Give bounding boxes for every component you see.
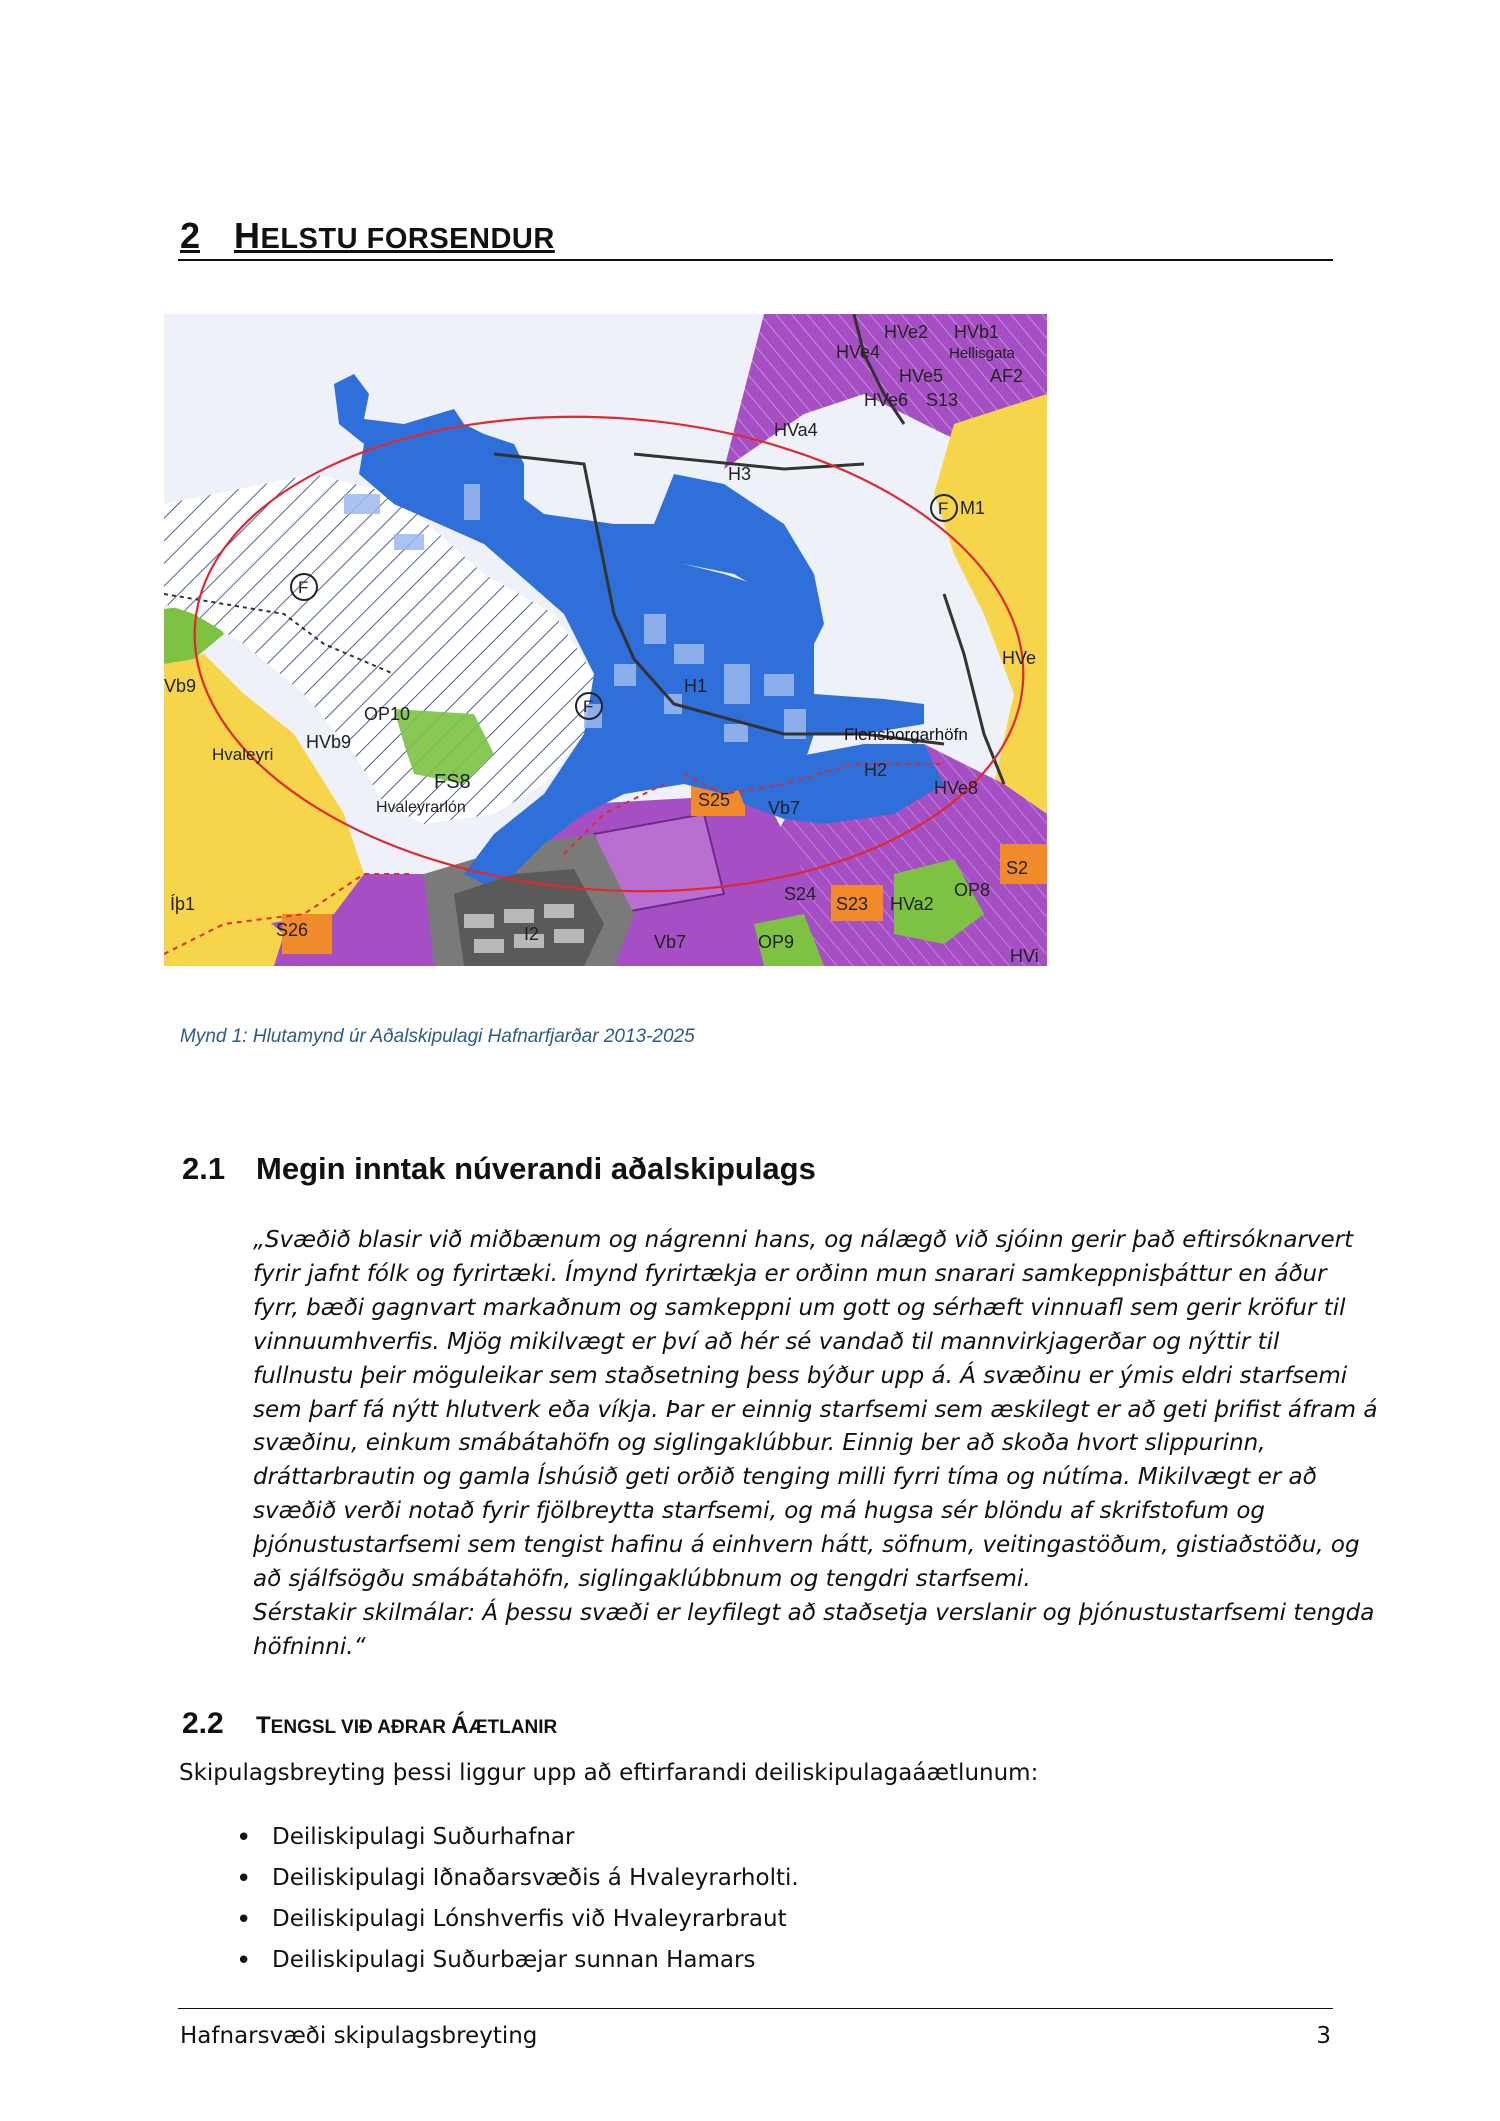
list-item [236, 1905, 799, 1946]
list-item-text: Deiliskipulagi Lónshverfis við Hvaleyrarbraut [272, 1906, 787, 1932]
section-number: 2.2 [182, 1707, 224, 1740]
list-item [236, 1864, 799, 1905]
chapter-title-first: H [234, 215, 261, 256]
map-label: S25 [698, 790, 731, 810]
map-label: OP10 [364, 704, 411, 724]
quote-line: sem þarf fá nýtt hlutverk eða víkja. Þar er einnig starfsemi sem æskilegt er að geti þrifist áfram á [253, 1396, 1378, 1423]
map-label: Vb7 [654, 932, 687, 952]
map-label: HVe [1002, 648, 1037, 668]
bullet-icon: • [236, 1864, 252, 1894]
map-label: Hvaleyrarlón [376, 799, 466, 816]
quote-line: fyrir jafnt fólk og fyrirtæki. Ímynd fyrirtækja er orðinn mun snarari samkeppnisþáttur en áður [253, 1260, 1327, 1287]
section-title-part: ÆTLANIR [468, 1717, 558, 1738]
figure-caption: Mynd 1: Hlutamynd úr Aðalskipulagi Hafnarfjarðar 2013-2025 [180, 1026, 695, 1047]
map-label: H1 [684, 676, 708, 696]
map-label: AF2 [990, 366, 1024, 386]
bullet-icon: • [236, 1823, 252, 1853]
zoning-map [164, 314, 1047, 966]
map-label: Íþ1 [170, 894, 196, 914]
chapter-heading [178, 207, 1333, 261]
section-number: 2.1 [182, 1151, 226, 1186]
map-label: F [298, 578, 309, 597]
map-label: H2 [864, 760, 888, 780]
map-label: H3 [728, 464, 752, 484]
list-item [236, 1946, 799, 1987]
bullet-icon: • [236, 1946, 252, 1976]
map-label: HVe5 [899, 366, 944, 386]
quote-line: höfninni.“ [253, 1633, 366, 1660]
map-label: FS8 [434, 771, 471, 793]
map-label: HVi [1010, 946, 1039, 966]
map-label: HVb9 [306, 732, 352, 752]
quote-line: dráttarbrautin og gamla Íshúsið geti orðið tenging milli fyrri tíma og nútíma. Mikilvægt er að [253, 1464, 1317, 1491]
map-label: Hellisgata [949, 345, 1015, 362]
map-label: Hvaleyri [212, 745, 274, 764]
section-2-1-heading [182, 1151, 816, 1187]
page-number: 3 [1316, 2023, 1331, 2049]
map-label: S26 [276, 920, 309, 940]
list-item-text: Deiliskipulagi Suðurbæjar sunnan Hamars [272, 1947, 756, 1973]
map-label: F [938, 499, 949, 518]
map-label: F [583, 697, 594, 716]
quote-line: svæðinu, einkum smábátahöfn og siglingaklúbbur. Einnig ber að skoða hvort slippurinn, [253, 1430, 1266, 1457]
section-title: Megin inntak núverandi aðalskipulags [256, 1151, 816, 1186]
section-title [256, 1712, 557, 1739]
section-title-part: ENGSL VIÐ AÐRAR [270, 1717, 452, 1738]
map-label: HVe4 [836, 342, 881, 362]
plan-list [236, 1823, 799, 1987]
quote-line: Sérstakir skilmálar: Á þessu svæði er leyfilegt að staðsetja verslanir og þjónustustarfsemi tengda [253, 1599, 1375, 1626]
map-label: HVa4 [774, 420, 818, 440]
map-label: S24 [784, 884, 817, 904]
chapter-title [234, 215, 555, 257]
quote-line: fyrr, bæði gagnvart markaðnum og samkeppni um gott og sérhæft vinnuafl sem gerir kröfur til [253, 1294, 1346, 1321]
map-label: Vb9 [164, 676, 197, 696]
zoning-map-figure [164, 314, 1047, 966]
quote-line: fullnustu þeir möguleikar sem staðsetning þess býður upp á. Á svæðinu er ýmis eldri starfsemi [253, 1362, 1348, 1389]
footer-title: Hafnarsvæði skipulagsbreyting [180, 2023, 538, 2049]
list-item [236, 1823, 799, 1864]
quote-line: „Svæðið blasir við miðbænum og nágrenni hans, og nálægð við sjóinn gerir það eftirsóknarvert [253, 1227, 1354, 1253]
quote-line: þjónustustarfsemi sem tengist hafinu á einhvern hátt, söfnum, veitingastöðum, gistiaðstöðu, og [253, 1532, 1360, 1559]
quote-line: vinnuumhverfis. Mjög mikilvægt er því að hér sé vandað til mannvirkjagerðar og nýttir til [253, 1328, 1280, 1355]
list-item-text: Deiliskipulagi Suðurhafnar [272, 1824, 575, 1850]
quote-line: að sjálfsögðu smábátahöfn, siglingaklúbbnum og tengdri starfsemi. [253, 1566, 1031, 1593]
map-label: OP9 [758, 932, 795, 952]
map-label: S2 [1006, 858, 1029, 878]
map-label: M1 [960, 498, 986, 518]
map-label: HVe6 [864, 390, 909, 410]
map-label: HVe8 [934, 778, 979, 798]
quote-line: svæðið verði notað fyrir fjölbreytta starfsemi, og má hugsa sér blöndu af skrifstofum og [253, 1498, 1266, 1525]
page-footer [178, 2008, 1333, 2049]
list-item-text: Deiliskipulagi Iðnaðarsvæðis á Hvaleyrarholti. [272, 1865, 799, 1891]
section-2-2-heading [182, 1707, 557, 1741]
map-label: I2 [524, 924, 540, 944]
chapter-title-rest: ELSTU FORSENDUR [260, 223, 555, 255]
map-label: HVe2 [884, 322, 929, 342]
section-intro: Skipulagsbreyting þessi liggur upp að eftirfarandi deiliskipulagaáætlunum: [179, 1760, 1039, 1786]
map-label: S13 [926, 390, 959, 410]
section-title-initial: T [256, 1712, 271, 1739]
bullet-icon: • [236, 1905, 252, 1935]
map-label: Vb7 [768, 798, 801, 818]
plan-quote [253, 1224, 1378, 1665]
map-label: Flensborgarhöfn [844, 725, 968, 744]
chapter-number: 2 [180, 215, 201, 256]
map-label: OP8 [954, 880, 991, 900]
map-label: HVa2 [890, 894, 934, 914]
map-label: HVb1 [954, 322, 1000, 342]
map-label: S23 [836, 894, 869, 914]
section-title-initial: Á [451, 1712, 469, 1739]
